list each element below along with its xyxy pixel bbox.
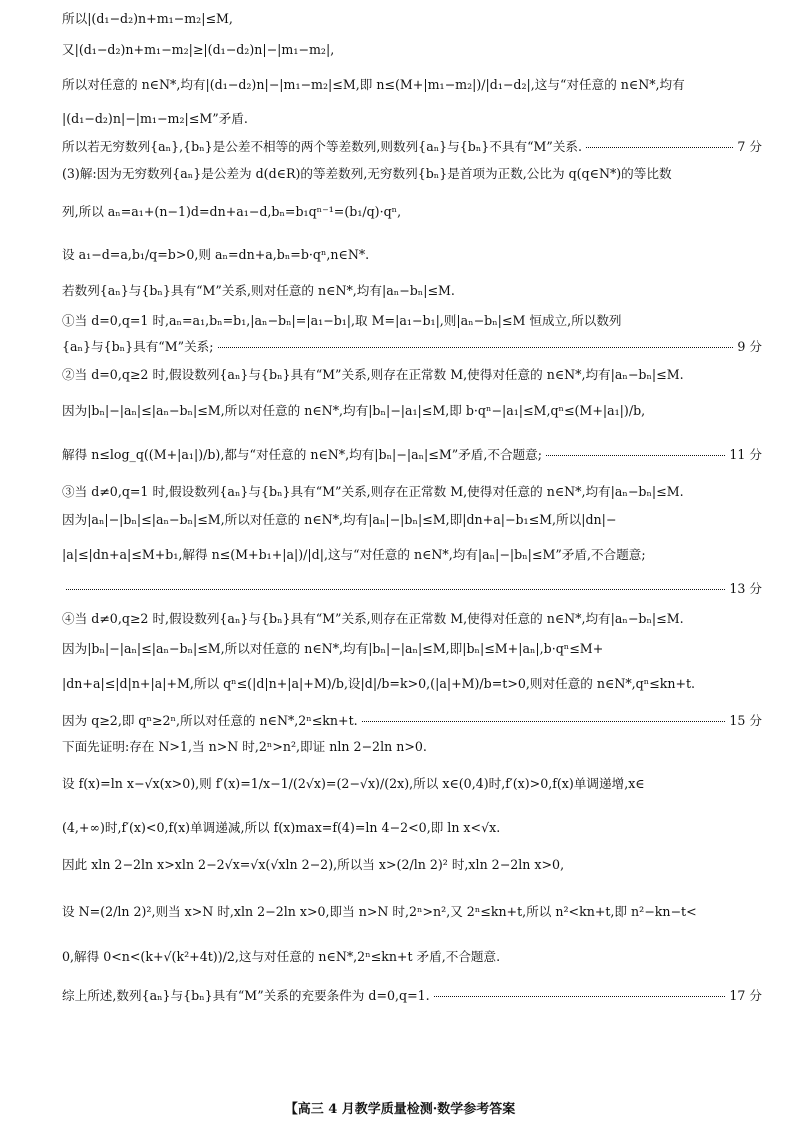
text-line: (4,+∞)时,f′(x)<0,f(x)单调递减,所以 f(x)max=f(4)=ln 4−2<0,即 ln x<√x. xyxy=(62,820,501,835)
text-line: 又|(d₁−d₂)n+m₁−m₂|≥|(d₁−d₂)n|−|m₁−m₂|, xyxy=(62,42,335,57)
dot-leader xyxy=(218,347,734,348)
text-line: 综上所述,数列{aₙ}与{bₙ}具有“M”关系的充要条件为 d=0,q=1. 17 分 xyxy=(62,988,762,1003)
text-line: 所以|(d₁−d₂)n+m₁−m₂|≤M, xyxy=(62,11,233,26)
text-line: ③当 d≠0,q=1 时,假设数列{aₙ}与{bₙ}具有“M”关系,则存在正常数 M,使得对任意的 n∈N*,均有|aₙ−bₙ|≤M. xyxy=(62,484,684,499)
dot-leader xyxy=(66,589,725,590)
score-label: 7 分 xyxy=(737,139,762,154)
text-line: 若数列{aₙ}与{bₙ}具有“M”关系,则对任意的 n∈N*,均有|aₙ−bₙ|≤M. xyxy=(62,283,455,298)
dot-leader xyxy=(434,996,726,997)
text-line: {aₙ}与{bₙ}具有“M”关系; 9 分 xyxy=(62,339,762,354)
text-line: 0,解得 0<n<(k+√(k²+4t))/2,这与对任意的 n∈N*,2ⁿ≤kn+t 矛盾,不合题意. xyxy=(62,949,501,964)
dot-leader xyxy=(546,455,725,456)
text-line: (3)解:因为无穷数列{aₙ}是公差为 d(d∈R)的等差数列,无穷数列{bₙ}是首项为正数,公比为 q(q∈N*)的等比数 xyxy=(62,166,672,181)
text-line: 因为|bₙ|−|aₙ|≤|aₙ−bₙ|≤M,所以对任意的 n∈N*,均有|bₙ|−|a₁|≤M,即 b·qⁿ−|a₁|≤M,qⁿ≤(M+|a₁|)/b, xyxy=(62,403,646,418)
text-line: 解得 n≤log_q((M+|a₁|)/b),都与“对任意的 n∈N*,均有|bₙ|−|aₙ|≤M”矛盾,不合题意; 11 分 xyxy=(62,447,762,462)
dot-leader xyxy=(586,147,733,148)
text-line: ②当 d=0,q≥2 时,假设数列{aₙ}与{bₙ}具有“M”关系,则存在正常数 M,使得对任意的 n∈N*,均有|aₙ−bₙ|≤M. xyxy=(62,367,684,382)
text-line: 列,所以 aₙ=a₁+(n−1)d=dn+a₁−d,bₙ=b₁qⁿ⁻¹=(b₁/q)·qⁿ, xyxy=(62,204,402,219)
score-label: 11 分 xyxy=(729,447,762,462)
text-line: 因此 xln 2−2ln x>xln 2−2√x=√x(√xln 2−2),所以当 x>(2/ln 2)² 时,xln 2−2ln x>0, xyxy=(62,857,565,872)
score-label: 9 分 xyxy=(737,339,762,354)
text-line: 所以若无穷数列{aₙ},{bₙ}是公差不相等的两个等差数列,则数列{aₙ}与{bₙ}不具有“M”关系. 7 分 xyxy=(62,139,762,154)
score-label: 15 分 xyxy=(729,713,762,728)
text-line: 因为|bₙ|−|aₙ|≤|aₙ−bₙ|≤M,所以对任意的 n∈N*,均有|bₙ|−|aₙ|≤M,即|bₙ|≤M+|aₙ|,b·qⁿ≤M+ xyxy=(62,641,604,656)
dot-leader xyxy=(362,721,726,722)
text-line: |a|≤|dn+a|≤M+b₁,解得 n≤(M+b₁+|a|)/|d|,这与“对任意的 n∈N*,均有|aₙ|−|bₙ|≤M”矛盾,不合题意; xyxy=(62,547,646,562)
score-label: 13 分 xyxy=(729,581,762,596)
text-line xyxy=(62,580,762,598)
text-line: 设 f(x)=ln x−√x(x>0),则 f′(x)=1/x−1/(2√x)=(2−√x)/(2x),所以 x∈(0,4)时,f′(x)>0,f(x)单调递增,x∈ xyxy=(62,776,645,791)
text-line: 设 a₁−d=a,b₁/q=b>0,则 aₙ=dn+a,bₙ=b·qⁿ,n∈N*. xyxy=(62,247,370,262)
score-label: 17 分 xyxy=(729,988,762,1003)
text-line: |dn+a|≤|d|n+|a|+M,所以 qⁿ≤(|d|n+|a|+M)/b,设|d|/b=k>0,(|a|+M)/b=t>0,则对任意的 n∈N*,qⁿ≤kn+t. xyxy=(62,676,696,691)
text-line: 设 N=(2/ln 2)²,则当 x>N 时,xln 2−2ln x>0,即当 n>N 时,2ⁿ>n²,又 2ⁿ≤kn+t,所以 n²<kn+t,即 n²−kn−t< xyxy=(62,904,697,919)
page-footer: 【高三 4 月教学质量检测·数学参考答案 xyxy=(284,1102,516,1117)
text-line: 下面先证明:存在 N>1,当 n>N 时,2ⁿ>n²,即证 nln 2−2ln n>0. xyxy=(62,739,427,754)
text-line: ①当 d=0,q=1 时,aₙ=a₁,bₙ=b₁,|aₙ−bₙ|=|a₁−b₁|,取 M=|a₁−b₁|,则|aₙ−bₙ|≤M 恒成立,所以数列 xyxy=(62,313,622,328)
text-line: ④当 d≠0,q≥2 时,假设数列{aₙ}与{bₙ}具有“M”关系,则存在正常数 M,使得对任意的 n∈N*,均有|aₙ−bₙ|≤M. xyxy=(62,611,684,626)
text-line: 因为|aₙ|−|bₙ|≤|aₙ−bₙ|≤M,所以对任意的 n∈N*,均有|aₙ|−|bₙ|≤M,即|dn+a|−b₁≤M,所以|dn|− xyxy=(62,512,617,527)
text-line: 所以对任意的 n∈N*,均有|(d₁−d₂)n|−|m₁−m₂|≤M,即 n≤(M+|m₁−m₂|)/|d₁−d₂|,这与“对任意的 n∈N*,均有 xyxy=(62,77,685,92)
text-line: 因为 q≥2,即 qⁿ≥2ⁿ,所以对任意的 n∈N*,2ⁿ≤kn+t. 15 分 xyxy=(62,713,762,728)
text-line: |(d₁−d₂)n|−|m₁−m₂|≤M”矛盾. xyxy=(62,111,248,126)
